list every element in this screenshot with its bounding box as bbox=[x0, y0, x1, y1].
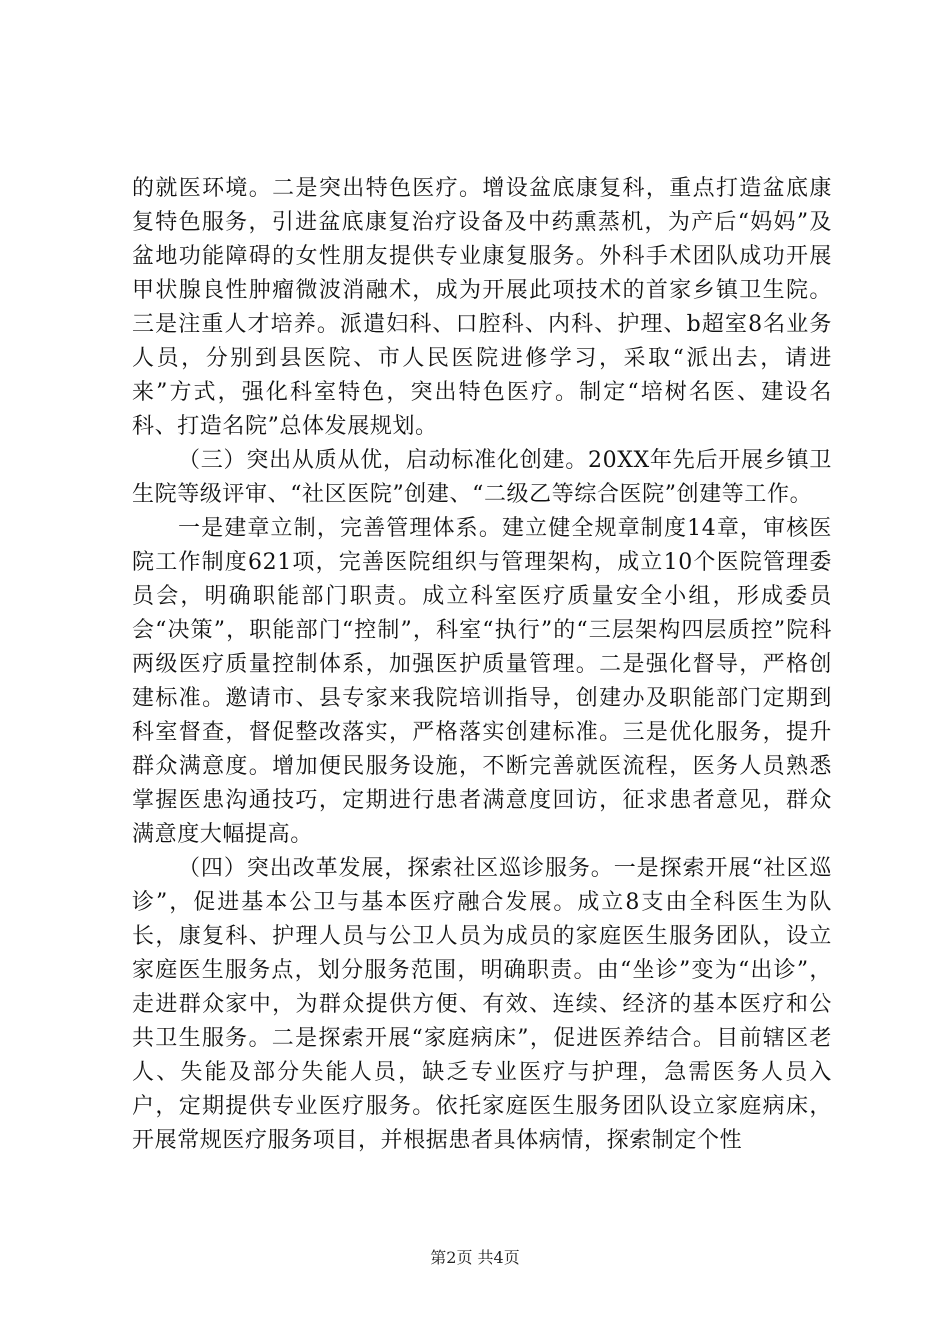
paragraph-continued: 的就医环境。二是突出特色医疗。增设盆底康复科，重点打造盆底康复特色服务，引进盆底康复治疗设备及中药熏蒸机，为产后“妈妈”及盆地功能障碍的女性朋友提供专业康复服务。外科手术团队成功开展甲状腺良性肿瘤微波消融术，成为开展此项技术的首家乡镇卫生院。三是注重人才培养。派遣妇科、口腔科、内科、护理、b超室8名业务人员，分别到县医院、市人民医院进修学习，采取“派出去，请进来”方式，强化科室特色，突出特色医疗。制定“培树名医、建设名科、打造名院”总体发展规划。 bbox=[132, 176, 832, 439]
paragraph-section-four: （四）突出改革发展，探索社区巡诊服务。一是探索开展“社区巡诊”，促进基本公卫与基本医疗融合发展。成立8支由全科医生为队长，康复科、护理人员与公卫人员为成员的家庭医生服务团队，设立家庭医生服务点，划分服务范围，明确职责。由“坐诊”变为“出诊”，走进群众家中，为群众提供方便、有效、连续、经济的基本医疗和公共卫生服务。二是探索开展“家庭病床”，促进医养结合。目前辖区老人、失能及部分失能人员，缺乏专业医疗与护理，急需医务人员入户，定期提供专业医疗服务。依托家庭医生服务团队设立家庭病床，开展常规医疗服务项目，并根据患者具体病情，探索制定个性 bbox=[132, 856, 832, 1153]
paragraph-management: 一是建章立制，完善管理体系。建立健全规章制度14章，审核医院工作制度621项，完善医院组织与管理架构，成立10个医院管理委员会，明确职能部门职责。成立科室医疗质量安全小组，形成委员会“决策”，职能部门“控制”，科室“执行”的“三层架构四层质控”院科两级医疗质量控制体系，加强医护质量管理。二是强化督导，严格创建标准。邀请市、县专家来我院培训指导，创建办及职能部门定期到科室督查，督促整改落实，严格落实创建标准。三是优化服务，提升群众满意度。增加便民服务设施，不断完善就医流程，医务人员熟悉掌握医患沟通技巧，定期进行患者满意度回访，征求患者意见，群众满意度大幅提高。 bbox=[132, 516, 832, 847]
body-text bbox=[132, 172, 832, 1158]
page-footer: 第2页 共4页 bbox=[430, 1248, 520, 1267]
paragraph-section-three: （三）突出从质从优，启动标准化创建。20XX年先后开展乡镇卫生院等级评审、“社区医院”创建、“二级乙等综合医院”创建等工作。 bbox=[132, 448, 832, 507]
